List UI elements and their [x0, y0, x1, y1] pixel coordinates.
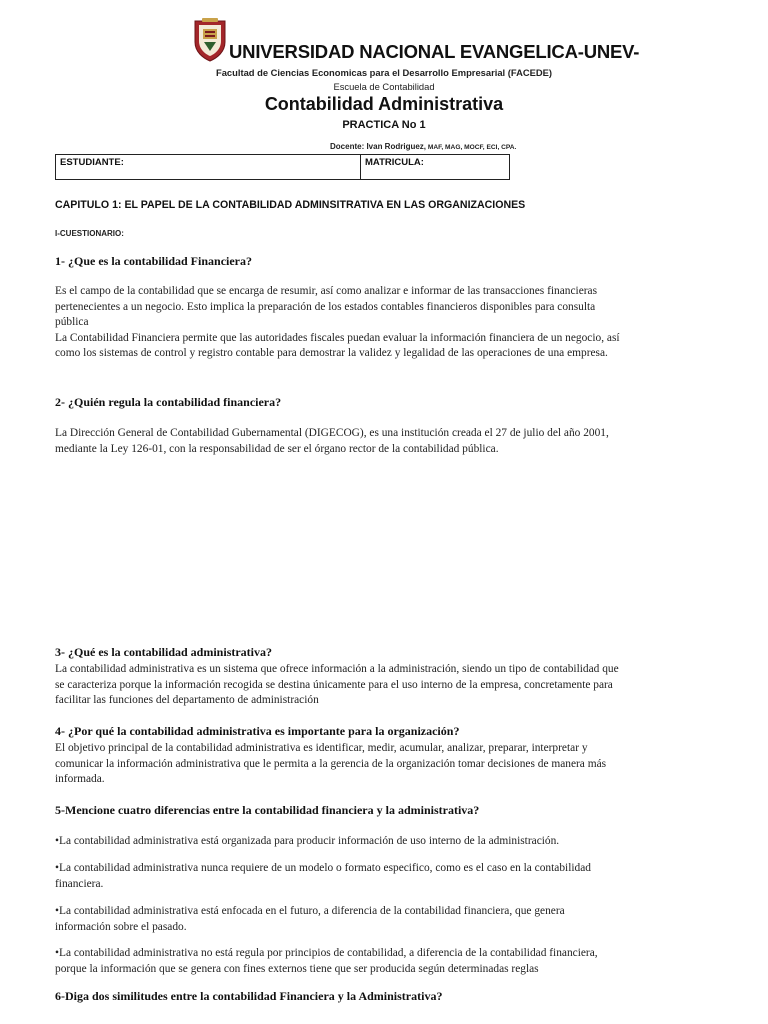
- practice-number: PRACTICA No 1: [342, 119, 426, 131]
- answer-line: se caracteriza porque la información recogida se destina únicamente para el uso interno de la empresa, concretamente para: [55, 678, 613, 691]
- table-divider: [360, 154, 361, 180]
- difference-bullet-2: [55, 861, 727, 892]
- answer-line: como los sistemas de control y registro contable para demostrar la validez y legalidad de las operaciones de una empresa.: [55, 347, 608, 360]
- question-1-title: 1- ¿Que es la contabilidad Financiera?: [55, 254, 253, 268]
- answer-line: facilitar las funciones del departamento de administración: [55, 694, 319, 707]
- difference-bullet-4: [55, 946, 727, 977]
- answer-line: informada.: [55, 773, 105, 786]
- difference-bullet-1: [55, 834, 727, 850]
- bullet-line: •La contabilidad administrativa nunca requiere de un modelo o formato especifico, como es el caso en la contabilidad: [55, 862, 591, 874]
- question-2-title: 2- ¿Quién regula la contabilidad financiera?: [55, 395, 282, 409]
- university-name: UNIVERSIDAD NACIONAL EVANGELICA-UNEV-: [229, 41, 640, 62]
- bullet-line: •La contabilidad administrativa no está regula por principios de contabilidad, a diferencia de la contabilidad financiera,: [55, 947, 598, 959]
- teacher-line: [330, 142, 516, 151]
- answer-line: La Contabilidad Financiera permite que las autoridades fiscales puedan evaluar la información financiera de un negocio, así: [55, 331, 620, 344]
- answer-line: La Dirección General de Contabilidad Gubernamental (DIGECOG), es una institución creada el 27 de julio del año 2001,: [55, 427, 609, 439]
- answer-line: comunicar la información administrativa que le permita a la gerencia de la organización tomar decisiones de manera más: [55, 757, 607, 770]
- answer-line: El objetivo principal de la contabilidad administrativa es identificar, medir, acumular, analizar, preparar, interpretar y: [55, 742, 588, 754]
- question-1-answer: [55, 284, 727, 362]
- answer-line: pública: [55, 316, 89, 329]
- bullet-line: financiera.: [55, 877, 104, 890]
- question-4-answer: [55, 741, 727, 788]
- bullet-line: información sobre el pasado.: [55, 920, 187, 933]
- question-3-title: 3- ¿Qué es la contabilidad administrativa?: [55, 645, 273, 659]
- answer-line: mediante la Ley 126-01, con la responsabilidad de ser el órgano rector de la contabilidad pública.: [55, 442, 499, 455]
- bullet-line: •La contabilidad administrativa está organizada para producir información de uso interno de la administración.: [55, 835, 560, 847]
- question-5-title: 5-Mencione cuatro diferencias entre la contabilidad financiera y la administrativa?: [55, 803, 480, 817]
- question-6-title: 6-Diga dos similitudes entre la contabilidad Financiera y la Administrativa?: [55, 989, 443, 1003]
- chapter-title: CAPITULO 1: EL PAPEL DE LA CONTABILIDAD ADMINSITRATIVA EN LAS ORGANIZACIONES: [55, 199, 526, 211]
- teacher-name: Docente: Ivan Rodriguez,: [330, 142, 427, 151]
- answer-line: Es el campo de la contabilidad que se encarga de resumir, así como analizar e informar de las transacciones financieras: [55, 285, 598, 297]
- university-shield-logo-icon: [193, 18, 227, 62]
- question-2-answer: [55, 426, 727, 457]
- faculty-name: Facultad de Ciencias Economicas para el Desarrollo Empresarial (FACEDE): [215, 67, 553, 78]
- section-title: I-CUESTIONARIO:: [55, 229, 124, 238]
- school-name: Escuela de Contabilidad: [333, 81, 435, 92]
- answer-line: La contabilidad administrativa es un sistema que ofrece información a la administración, siendo un tipo de contabilidad que: [55, 663, 619, 675]
- bullet-line: •La contabilidad administrativa está enfocada en el futuro, a diferencia de la contabilidad financiera, que genera: [55, 905, 565, 917]
- teacher-credentials: MAF, MAG, MOCF, ECI, CPA.: [426, 144, 517, 151]
- id-number-label: MATRICULA:: [365, 157, 424, 168]
- question-3-answer: [55, 662, 727, 709]
- question-4-title: 4- ¿Por qué la contabilidad administrativa es importante para la organización?: [55, 724, 460, 738]
- student-label: ESTUDIANTE:: [60, 157, 124, 168]
- course-title: Contabilidad Administrativa: [264, 94, 504, 114]
- bullet-line: porque la información que se genera con fines externos tiene que ser producida según determinadas reglas: [55, 962, 539, 975]
- answer-line: pertenecientes a un negocio. Esto implica la preparación de los estados contables financieros disponibles para consulta: [55, 300, 596, 313]
- difference-bullet-3: [55, 904, 727, 935]
